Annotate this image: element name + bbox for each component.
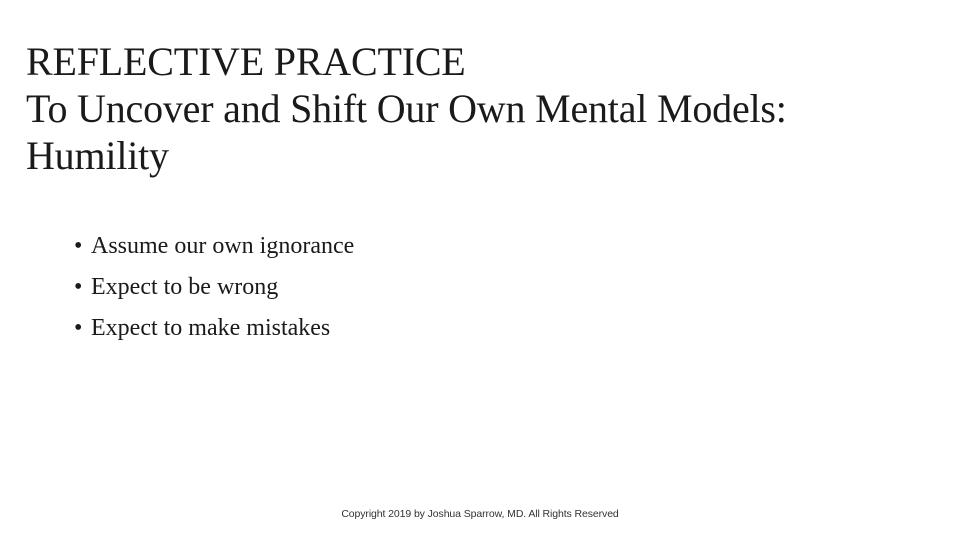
bullet-text: Expect to make mistakes xyxy=(91,315,331,341)
bullet-item-wrong xyxy=(74,267,354,308)
bullet-list xyxy=(74,226,354,349)
bullet-icon: • xyxy=(74,315,83,341)
title-line-heading: REFLECTIVE PRACTICE xyxy=(26,39,466,84)
slide-title xyxy=(26,38,926,179)
bullet-icon: • xyxy=(74,233,83,259)
title-line-topic: Humility xyxy=(26,133,169,178)
bullet-icon: • xyxy=(74,274,83,300)
copyright-footer: Copyright 2019 by Joshua Sparrow, MD. All Rights Reserved xyxy=(341,508,619,520)
bullet-item-mistakes xyxy=(74,308,354,349)
title-line-subheading: To Uncover and Shift Our Own Mental Models: xyxy=(26,86,787,131)
bullet-item-ignorance xyxy=(74,226,354,267)
bullet-text: Assume our own ignorance xyxy=(91,233,355,259)
bullet-text: Expect to be wrong xyxy=(91,274,279,300)
